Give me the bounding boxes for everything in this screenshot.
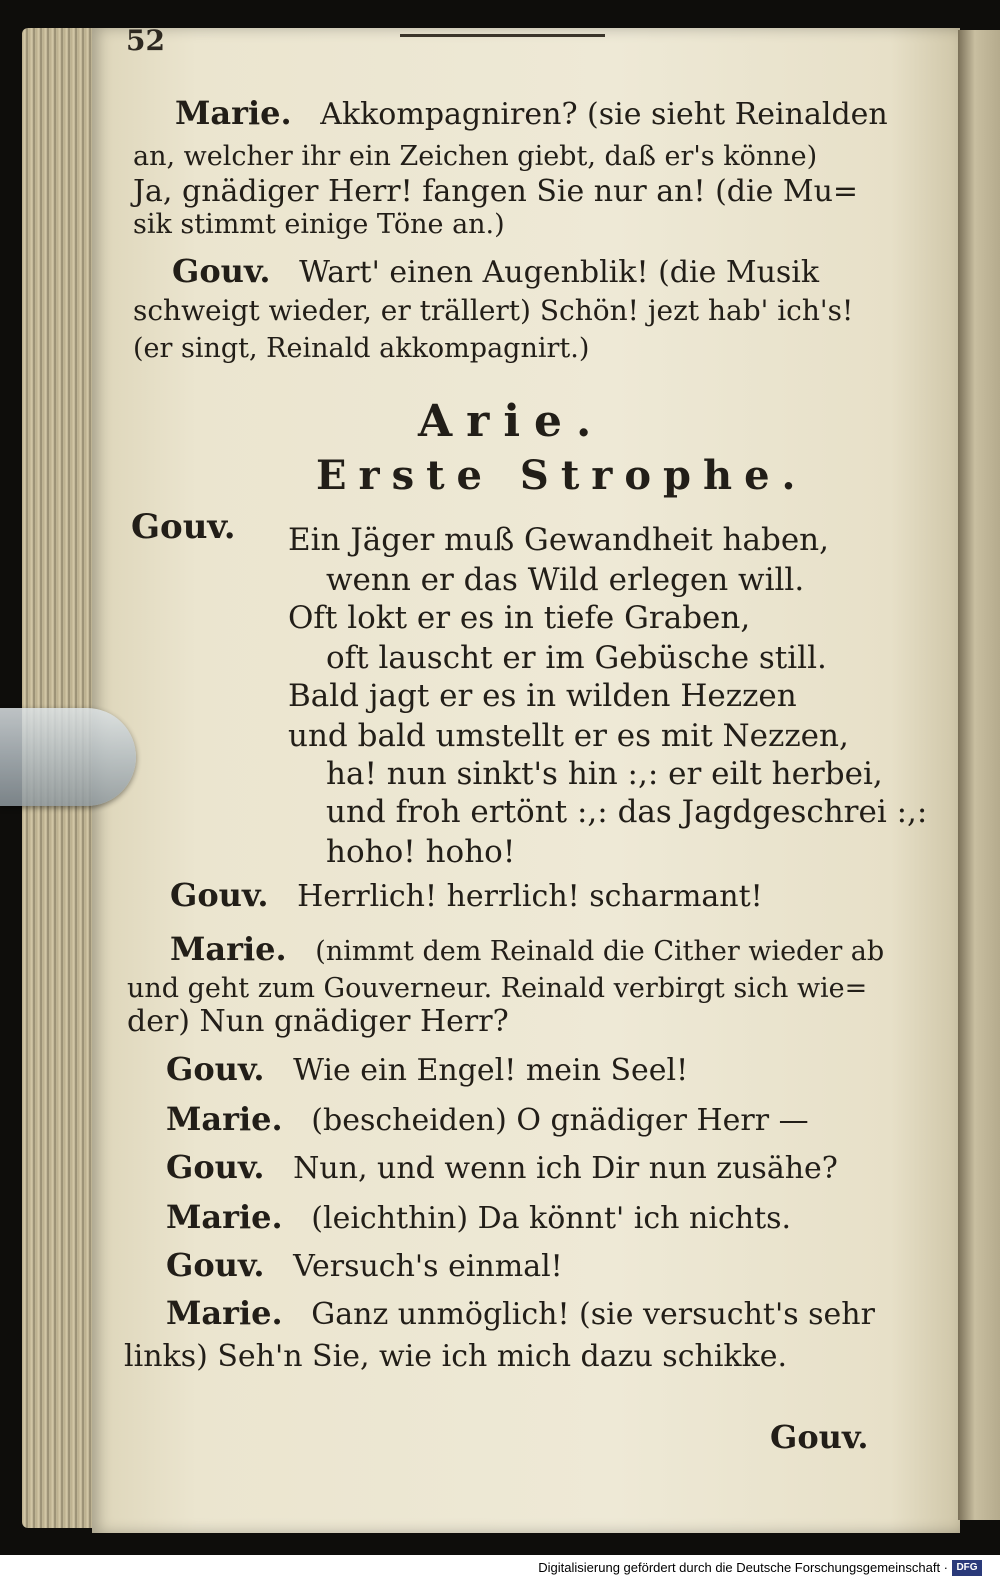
text-line: Versuch's einmal! bbox=[293, 1249, 563, 1284]
text-line: (nimmt dem Reinald die Cither wieder ab bbox=[315, 936, 885, 967]
verse-line: Ein Jäger muß Gewandheit haben, bbox=[288, 522, 829, 558]
speaker-label: Gouv. bbox=[166, 1246, 265, 1284]
text-line: Wie ein Engel! mein Seel! bbox=[293, 1053, 689, 1088]
text-line: Nun, und wenn ich Dir nun zusähe? bbox=[293, 1151, 838, 1186]
speaker-label: Gouv. bbox=[172, 252, 271, 290]
aria-title: Arie. bbox=[418, 396, 606, 447]
text-line: und geht zum Gouverneur. Reinald verbirgt sich wie= bbox=[127, 973, 868, 1004]
speaker-label: Marie. bbox=[166, 1100, 283, 1138]
speaker-label: Marie. bbox=[166, 1294, 283, 1332]
aria-subtitle: Erste Strophe. bbox=[316, 452, 808, 499]
text-line: (er singt, Reinald akkompagnirt.) bbox=[133, 333, 590, 364]
funding-credit: Digitalisierung gefördert durch die Deutsche Forschungsgemeinschaft · bbox=[538, 1560, 948, 1575]
verse-line: und bald umstellt er es mit Nezzen, bbox=[288, 718, 849, 754]
text-line: (leichthin) Da könnt' ich nichts. bbox=[311, 1201, 792, 1236]
text-line: Akkompagniren? (sie sieht Reinalden bbox=[320, 97, 888, 132]
text-line: schweigt wieder, er trällert) Schön! jezt hab' ich's! bbox=[133, 294, 854, 327]
speaker-label: Marie. bbox=[175, 94, 292, 132]
text-line: links) Seh'n Sie, wie ich mich dazu schikke. bbox=[124, 1339, 788, 1374]
speaker-label: Marie. bbox=[166, 1198, 283, 1236]
verse-line: ha! nun sinkt's hin :,: er eilt herbei, bbox=[326, 756, 883, 792]
text-line: Ja, gnädiger Herr! fangen Sie nur an! (die Mu= bbox=[133, 174, 859, 209]
page-holder-clip bbox=[0, 708, 136, 806]
speaker-label: Gouv. bbox=[131, 507, 236, 547]
speaker-label: Gouv. bbox=[166, 1148, 265, 1186]
verse-line: hoho! hoho! bbox=[326, 834, 516, 870]
speaker-label: Marie. bbox=[170, 930, 287, 968]
catchword: Gouv. bbox=[770, 1418, 869, 1456]
facing-page-edge bbox=[958, 30, 1000, 1520]
text-line: Herrlich! herrlich! scharmant! bbox=[297, 879, 763, 914]
text-line: an, welcher ihr ein Zeichen giebt, daß er's könne) bbox=[133, 141, 818, 172]
text-line: Wart' einen Augenblik! (die Musik bbox=[299, 255, 820, 290]
speaker-label: Gouv. bbox=[170, 876, 269, 914]
text-line: sik stimmt einige Töne an.) bbox=[133, 209, 505, 240]
verse-line: und froh ertönt :,: das Jagdgeschrei :,: bbox=[326, 794, 928, 830]
text-line: der) Nun gnädiger Herr? bbox=[127, 1004, 509, 1039]
dfg-logo: DFG bbox=[952, 1560, 982, 1576]
text-line: (bescheiden) O gnädiger Herr — bbox=[311, 1103, 809, 1138]
verse-line: oft lauscht er im Gebüsche still. bbox=[326, 640, 827, 676]
verse-line: Bald jagt er es in wilden Hezzen bbox=[288, 678, 797, 714]
page-number: 52 bbox=[126, 24, 165, 57]
verse-line: wenn er das Wild erlegen will. bbox=[326, 562, 805, 598]
text-line: Ganz unmöglich! (sie versucht's sehr bbox=[311, 1297, 875, 1332]
verse-line: Oft lokt er es in tiefe Graben, bbox=[288, 600, 751, 636]
speaker-label: Gouv. bbox=[166, 1050, 265, 1088]
header-rule bbox=[400, 34, 605, 37]
